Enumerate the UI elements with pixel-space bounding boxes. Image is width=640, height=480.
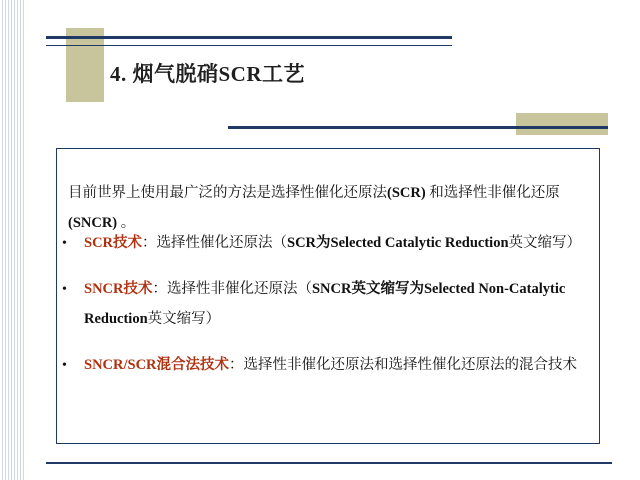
bullet-desc-emphasis: SNCR英文缩写为Selected Non-Catalytic Reduction	[84, 281, 566, 327]
bullet-desc-lead: 选择性非催化还原法和选择性催化还原法的混合技术	[243, 357, 578, 373]
page-title: 4. 烟气脱硝SCR工艺	[110, 62, 306, 86]
left-stripe-decoration	[0, 0, 26, 480]
intro-text-part3: 和选择性非催化还原	[425, 185, 560, 201]
bullet-list	[40, 228, 600, 396]
list-item	[40, 274, 600, 334]
title-rule-top-thin	[46, 45, 452, 46]
bullet-desc-tail: 英文缩写）	[147, 311, 221, 327]
bullet-marker-icon: •	[62, 236, 67, 251]
bullet-marker-icon: •	[62, 282, 67, 297]
intro-text-part4: (SNCR)	[68, 215, 118, 231]
list-item	[40, 350, 600, 380]
bullet-separator: ：	[142, 235, 157, 251]
title-rule-top	[46, 36, 452, 39]
bullet-desc-lead: 选择性催化还原法（	[156, 235, 288, 251]
bullet-desc-lead: 选择性非催化还原法（	[166, 281, 312, 297]
bullet-term: SCR技术	[84, 235, 143, 251]
bullet-separator: ：	[229, 357, 244, 373]
bullet-term: SNCR技术	[84, 281, 153, 297]
bullet-term: SNCR/SCR混合法技术	[84, 357, 230, 373]
bullet-separator: ：	[152, 281, 167, 297]
tan-block-top-decoration	[66, 28, 104, 102]
intro-text-part5: 。	[117, 215, 136, 231]
bullet-desc-emphasis: SCR为Selected Catalytic Reduction	[287, 235, 509, 251]
intro-text-part2: (SCR)	[387, 185, 426, 201]
bullet-desc-tail: 英文缩写）	[508, 235, 582, 251]
footer-rule	[46, 462, 612, 464]
intro-text-part1: 目前世界上使用最广泛的方法是选择性催化还原法	[68, 185, 387, 201]
bullet-marker-icon: •	[62, 358, 67, 373]
title-rule-middle	[228, 126, 608, 129]
list-item	[40, 228, 600, 258]
tan-block-right-decoration	[516, 113, 608, 135]
